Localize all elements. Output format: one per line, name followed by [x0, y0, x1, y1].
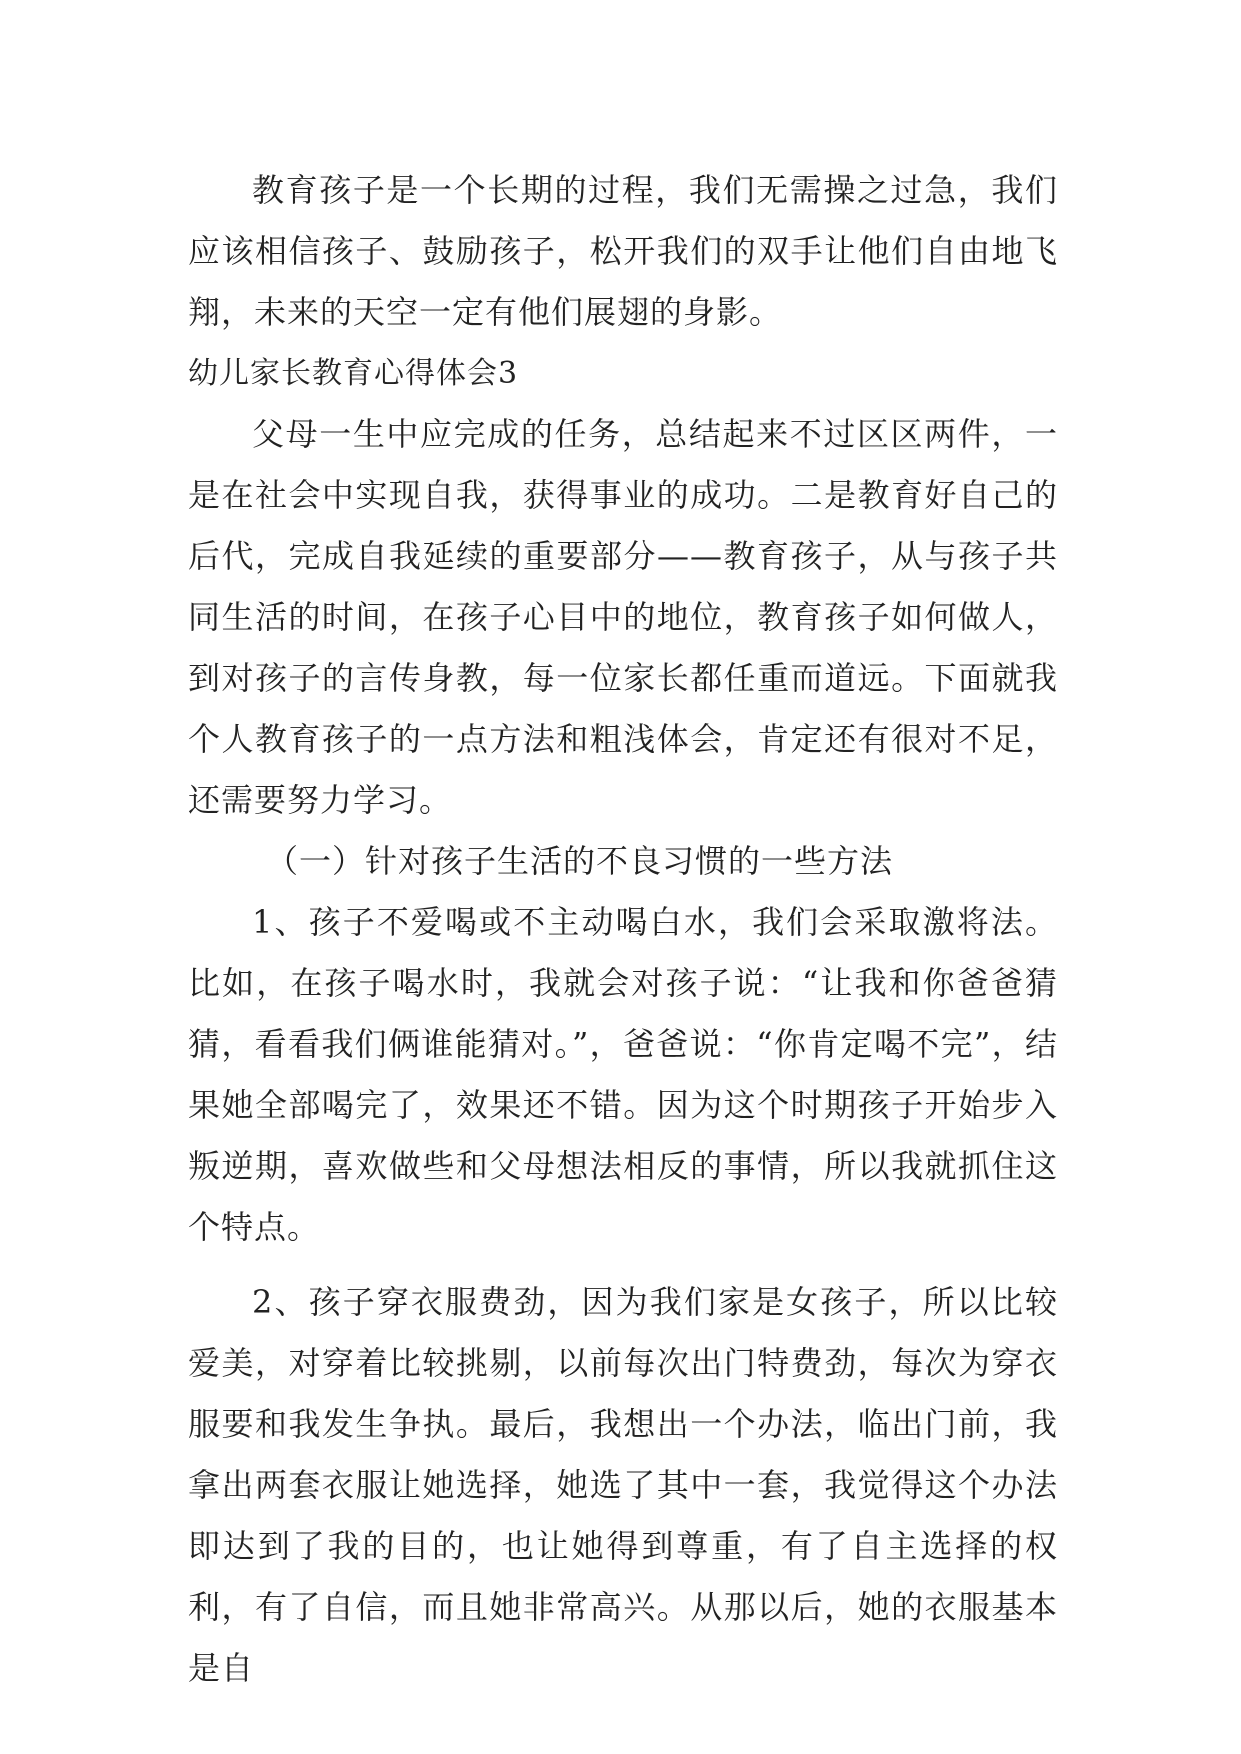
paragraph-item-1: 1、孩子不爱喝或不主动喝白水，我们会采取激将法。比如，在孩子喝水时，我就会对孩子说：“让我和你爸爸猜猜，看看我们俩谁能猜对。”，爸爸说：“你肯定喝不完”，结果她全部喝完了，效果还不错。因为这个时期孩子开始步入叛逆期，喜欢做些和父母想法相反的事情，所以我就抓住这个特点。 — [188, 903, 1058, 1246]
section-title: 幼儿家长教育心得体会3 — [188, 356, 519, 391]
subsection-title: （一）针对孩子生活的不良习惯的一些方法 — [266, 842, 894, 880]
paragraph-conclusion: 教育孩子是一个长期的过程，我们无需操之过急，我们应该相信孩子、鼓励孩子，松开我们的双手让他们自由地飞翔，未来的天空一定有他们展翅的身影。 — [188, 171, 1058, 331]
paragraph-intro: 父母一生中应完成的任务，总结起来不过区区两件，一是在社会中实现自我，获得事业的成功。二是教育好自己的后代，完成自我延续的重要部分——教育孩子，从与孩子共同生活的时间，在孩子心目中的地位，教育孩子如何做人，到对孩子的言传身教，每一位家长都任重而道远。下面就我个人教育孩子的一点方法和粗浅体会，肯定还有很对不足，还需要努力学习。 — [188, 415, 1058, 819]
document-body — [188, 160, 1058, 1699]
paragraph-item-2: 2、孩子穿衣服费劲，因为我们家是女孩子，所以比较爱美，对穿着比较挑剔，以前每次出门特费劲，每次为穿衣服要和我发生争执。最后，我想出一个办法，临出门前，我拿出两套衣服让她选择，她选了其中一套，我觉得这个办法即达到了我的目的，也让她得到尊重，有了自主选择的权利，有了自信，而且她非常高兴。从那以后，她的衣服基本是自 — [188, 1283, 1058, 1687]
